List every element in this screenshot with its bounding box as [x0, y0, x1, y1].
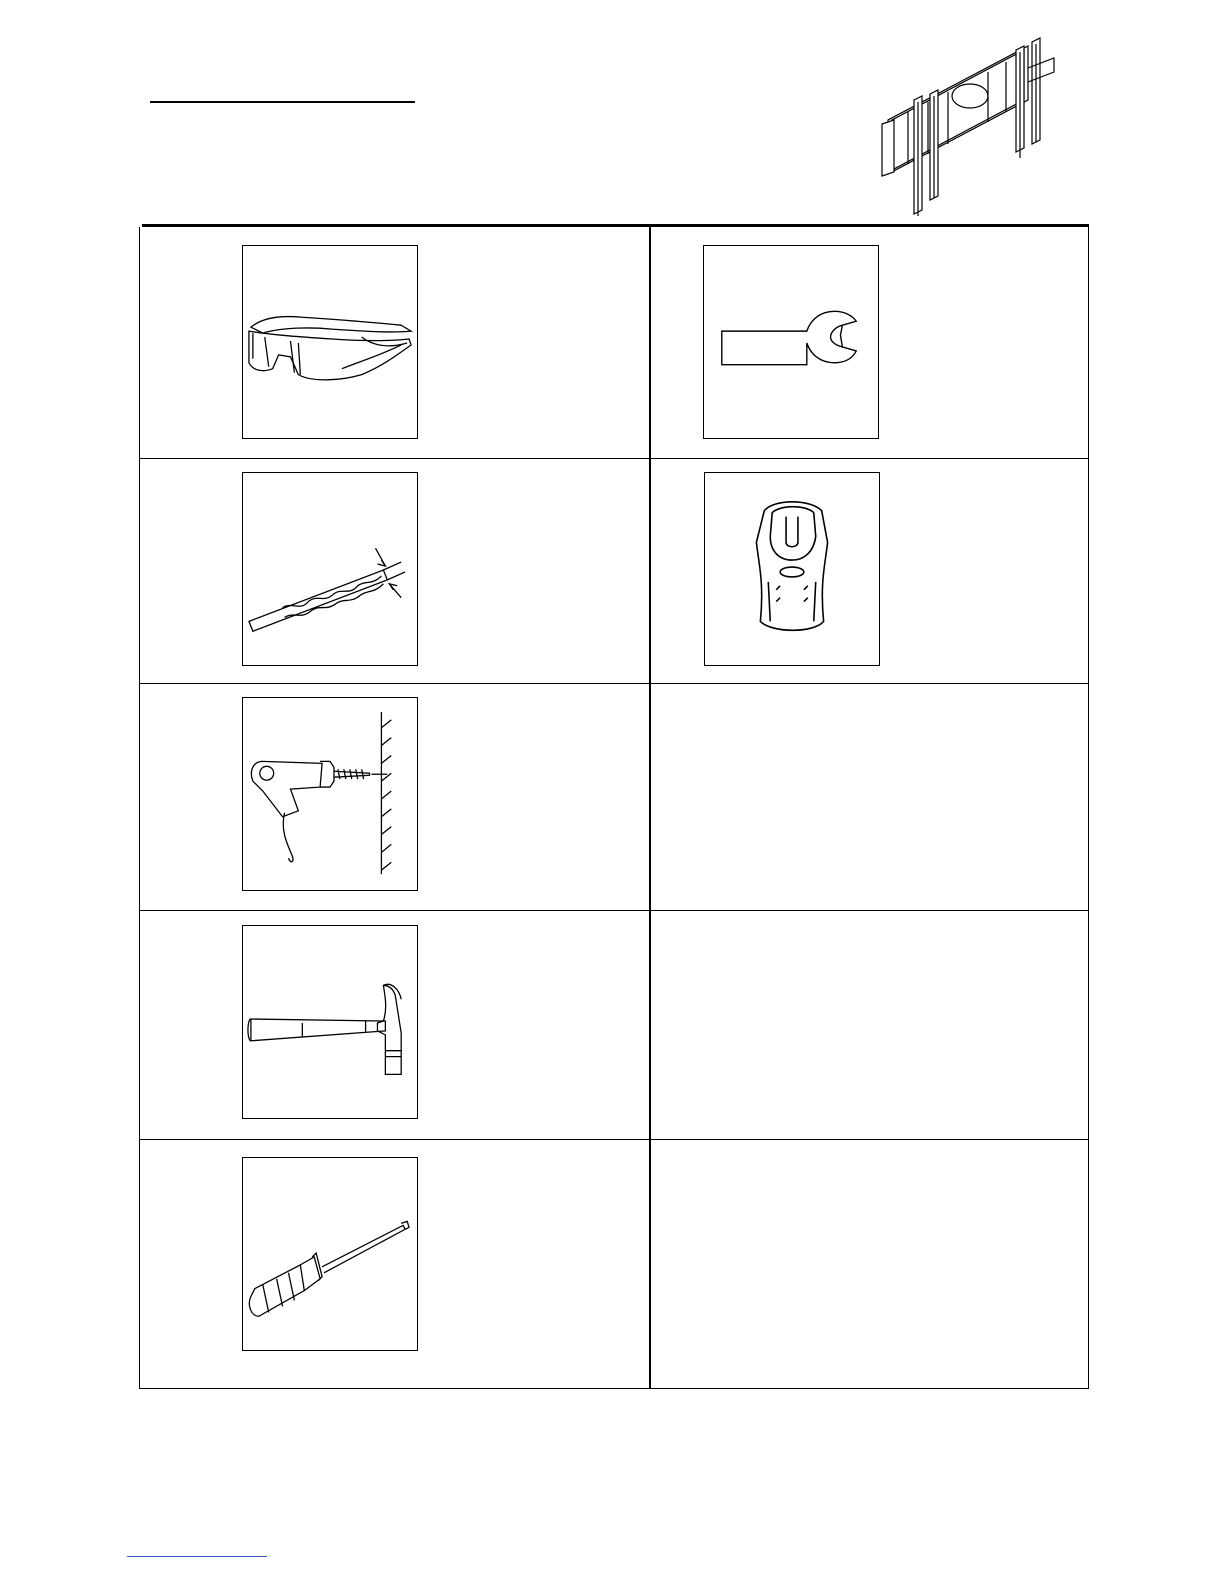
row-divider — [140, 683, 1088, 684]
footer-link[interactable] — [127, 1556, 267, 1557]
tool-box-screwdriver — [242, 1157, 418, 1351]
column-divider — [649, 227, 651, 1388]
title-underline — [150, 101, 415, 103]
tool-table — [139, 227, 1089, 1389]
hammer-icon — [243, 926, 417, 1118]
stud-finder-icon — [705, 473, 879, 665]
tool-box-wrench — [703, 245, 879, 439]
tool-box-drill-bit — [242, 472, 418, 666]
tool-box-stud-finder — [704, 472, 880, 666]
open-end-wrench-icon — [704, 246, 878, 438]
screwdriver-icon — [243, 1158, 417, 1350]
safety-goggles-icon — [243, 246, 417, 438]
row-divider — [140, 910, 1088, 911]
row-divider — [140, 1139, 1088, 1140]
power-drill-icon — [243, 698, 417, 890]
wall-mount-bracket-icon — [878, 24, 1058, 216]
tool-box-safety-goggles — [242, 245, 418, 439]
tool-box-hammer — [242, 925, 418, 1119]
tool-box-power-drill — [242, 697, 418, 891]
masonry-drill-bit-icon — [243, 473, 417, 665]
row-divider — [140, 458, 1088, 459]
